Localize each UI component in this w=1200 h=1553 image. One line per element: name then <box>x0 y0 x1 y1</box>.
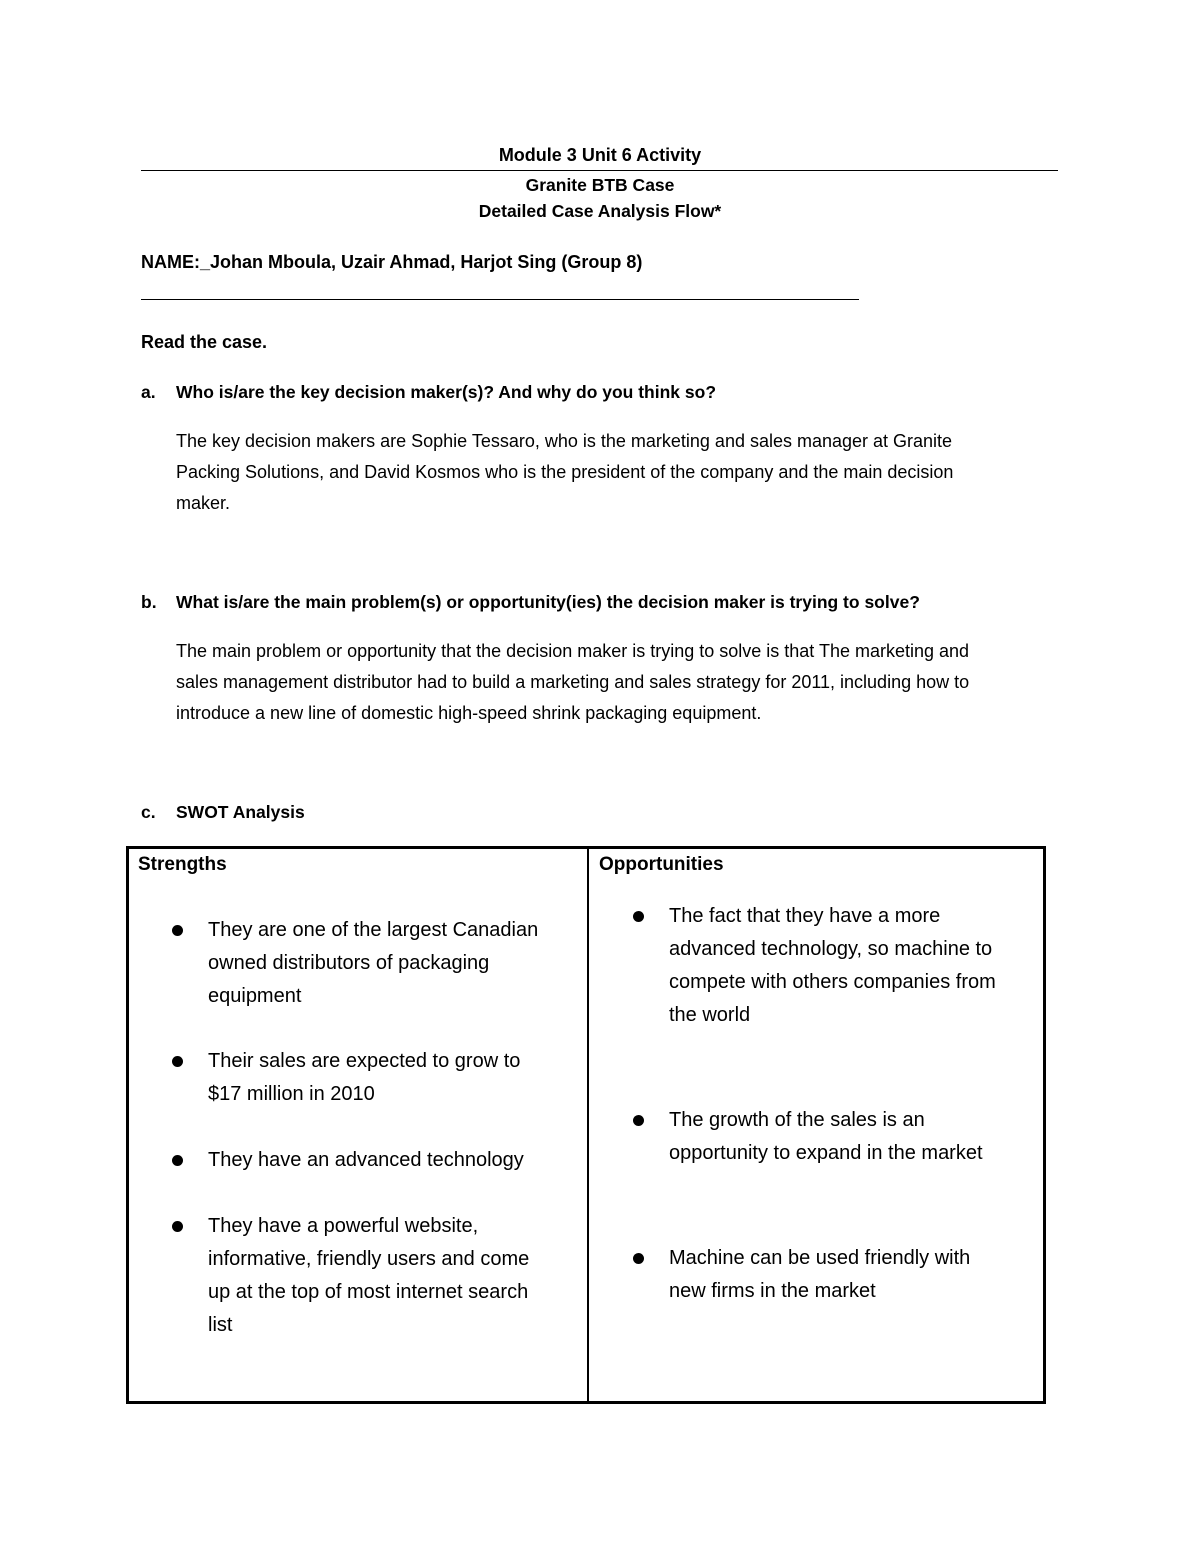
answer-b <box>176 636 1076 729</box>
item-line: equipment <box>208 985 302 1007</box>
question-a <box>141 382 1041 406</box>
item-line: the world <box>669 1004 751 1026</box>
opportunity-item <box>669 1242 970 1308</box>
item-line: They have a powerful website, <box>208 1215 479 1237</box>
bullet-icon <box>172 1155 183 1166</box>
bullet-icon <box>633 1115 644 1126</box>
question-a-text: Who is/are the key decision maker(s)? And why do you think so? <box>176 382 717 402</box>
question-c-letter: c. <box>141 802 156 822</box>
item-line: Their sales are expected to grow to <box>208 1050 521 1072</box>
item-line: They are one of the largest Canadian <box>208 919 539 941</box>
item-line: informative, friendly users and come <box>208 1248 530 1270</box>
opportunities-cell <box>589 846 1043 1404</box>
flow-title: Detailed Case Analysis Flow* <box>478 201 722 221</box>
title-divider <box>141 170 1058 171</box>
case-name: Granite BTB Case <box>525 175 675 195</box>
page-title: Module 3 Unit 6 Activity <box>498 145 702 165</box>
item-line: The growth of the sales is an <box>669 1109 925 1131</box>
question-b-letter: b. <box>141 592 157 612</box>
name-underline <box>141 299 859 300</box>
answer-a-line: maker. <box>176 493 231 513</box>
item-line: new firms in the market <box>669 1280 876 1302</box>
opportunity-item <box>669 900 996 1032</box>
swot-border-right <box>1043 846 1046 1404</box>
item-line: advanced technology, so machine to <box>669 938 993 960</box>
item-line: opportunity to expand in the market <box>669 1142 983 1164</box>
opportunities-title: Opportunities <box>599 854 724 875</box>
item-line: Machine can be used friendly with <box>669 1247 971 1269</box>
bullet-icon <box>172 925 183 936</box>
swot-table <box>126 846 1046 1404</box>
answer-b-line: sales management distributor had to build a marketing and sales strategy for 2011, including how to <box>176 672 970 692</box>
intro-text: Read the case. <box>141 332 268 352</box>
item-line: $17 million in 2010 <box>208 1083 375 1105</box>
question-c-text: SWOT Analysis <box>176 802 305 822</box>
question-b <box>141 592 1041 616</box>
strength-item <box>208 1144 524 1177</box>
answer-a-line: Packing Solutions, and David Kosmos who is the president of the company and the main decision <box>176 462 954 482</box>
question-b-text: What is/are the main problem(s) or opportunity(ies) the decision maker is trying to solve? <box>176 592 920 612</box>
strengths-title: Strengths <box>138 854 227 875</box>
item-line: list <box>208 1314 233 1336</box>
item-line: owned distributors of packaging <box>208 952 490 974</box>
item-line: up at the top of most internet search <box>208 1281 529 1303</box>
question-a-letter: a. <box>141 382 156 402</box>
item-line: compete with others companies from <box>669 971 996 993</box>
bullet-icon <box>172 1056 183 1067</box>
answer-b-line: The main problem or opportunity that the decision maker is trying to solve is that The marketing and <box>176 641 970 661</box>
bullet-icon <box>633 1253 644 1264</box>
bullet-icon <box>172 1221 183 1232</box>
opportunity-item <box>669 1104 983 1170</box>
answer-b-line: introduce a new line of domestic high-speed shrink packaging equipment. <box>176 703 762 723</box>
answer-a-line: The key decision makers are Sophie Tessaro, who is the marketing and sales manager at Granite <box>176 431 953 451</box>
name-line: NAME:_Johan Mboula, Uzair Ahmad, Harjot Sing (Group 8) <box>141 252 643 272</box>
bullet-icon <box>633 911 644 922</box>
strength-item <box>208 1045 520 1111</box>
strength-item <box>208 914 538 1013</box>
question-c <box>141 802 1041 826</box>
item-line: The fact that they have a more <box>669 905 941 927</box>
item-line: They have an advanced technology <box>208 1149 524 1171</box>
strength-item <box>208 1210 529 1342</box>
answer-a <box>176 426 1076 519</box>
strengths-cell <box>126 846 587 1404</box>
